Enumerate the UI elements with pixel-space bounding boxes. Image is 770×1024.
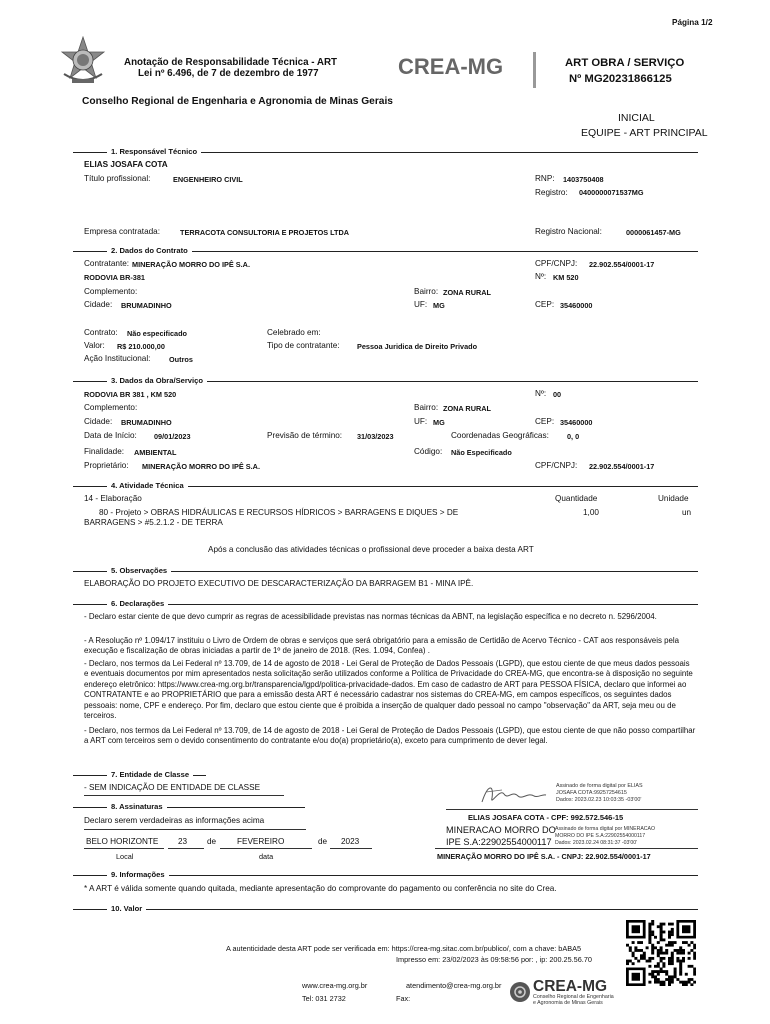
contrato-num-label: Nº: [535,272,547,281]
section-assinaturas: 8. Assinaturas [73,801,305,811]
titulo-label: Título profissional: [84,174,151,183]
activity-qty: 1,00 [583,508,599,517]
obra-uf-label: UF: [414,417,428,426]
titulo-value: ENGENHEIRO CIVIL [173,175,243,184]
obra-cidade-value: BRUMADINHO [121,418,172,427]
registro-nacional-label: Registro Nacional: [535,227,602,236]
contrato-bairro-value: ZONA RURAL [443,288,491,297]
acao-value: Outros [169,355,193,364]
assinatura-de2: de [318,837,328,846]
contrato-cidade-label: Cidade: [84,300,113,309]
assinatura-dia: 23 [178,837,188,846]
local-underline [84,848,164,849]
entidade-underline [84,795,284,796]
registro-value: 0400000071537MG [579,188,644,197]
contrato-cidade-value: BRUMADINHO [121,301,172,310]
entidade-text: - SEM INDICAÇÃO DE ENTIDADE DE CLASSE [84,783,261,792]
section-observacoes: 5. Observações [73,565,698,575]
obra-bairro-value: ZONA RURAL [443,404,491,413]
section-obra: 3. Dados da Obra/Serviço [73,375,698,385]
declaro-underline [84,829,306,830]
activity-item-line1: 80 - Projeto > OBRAS HIDRÁULICAS E RECURSOS HÍDRICOS > BARRAGENS E DIQUES > DE [99,508,459,517]
obra-bairro-label: Bairro: [414,403,439,412]
section-entidade: 7. Entidade de Classe [73,769,206,779]
coordenadas-value: 0, 0 [567,432,580,441]
declaracao-livro-ordem: - A Resolução nº 1.094/17 instituiu o Livro de Ordem de obras e serviços que será obrigatório para a emissão de Certidão de Acervo Técnico - CAT aos responsáveis pela execução e fiscalização de obras iniciadas a partir de 1º de janeiro de 2018. (Res. 1.094, Confea) . [84,636,680,656]
declaracao-acessibilidade: - Declaro estar ciente de que devo cumprir as regras de acessibilidade previstas nas normas técnicas da ABNT, na legislação específica e no decreto n. 5296/2004. [84,612,657,621]
previsao-label: Previsão de término: [267,431,343,440]
contratante-value: MINERAÇÃO MORRO DO IPÊ S.A. [132,260,250,269]
activity-note: Após a conclusão das atividades técnicas o profissional deve proceder a baixa desta ART [208,545,534,554]
activity-item-line2: BARRAGENS > #5.2.1.2 - DE TERRA [84,518,223,527]
contrato-cpf-label: CPF/CNPJ: [535,259,578,268]
contrato-cpf-value: 22.902.554/0001-17 [589,260,655,269]
section-contrato: 2. Dados do Contrato [73,245,698,255]
coordenadas-label: Coordenadas Geográficas: [451,431,549,440]
header-law: Lei nº 6.496, de 7 de dezembro de 1977 [138,68,319,79]
section-responsavel: 1. Responsável Técnico [73,146,698,156]
sig2-line [435,848,698,849]
status-equipe: EQUIPE - ART PRINCIPAL [581,127,708,139]
declaracao-lgpd: - Declaro, nos termos da Lei Federal nº 13.709, de 14 de agosto de 2018 - Lei Geral de Proteção de Dados Pessoais (LGPD), que estou ciente de que meus dados pessoais e eventuais documentos por mim apresentados nesta solicitação serão utilizados conforme a Política de Privacidade do CREA-MG, que encontra-se à disposição no seguinte endereço eletrônico: https://www.crea-mg.org.br/transparencia/lgpd/politica-privacidade-dados. Em caso de cadastro de ART para PESSOA FÍSICA, declaro que informei ao CONTRATANTE e ao PROPRIETÁRIO que para a emissão desta ART é necessário cadastrar nos sistemas do CREA-MG, em campos específicos, os seguintes dados pessoais: nome, CPF e endereço. Por fim, declaro que estou ciente que é proibida a inserção de qualquer dado pessoal no campo "observação" da ART, seja meu ou de terceiros. [84,659,693,721]
rnp-label: RNP: [535,174,555,183]
section-valor: 10. Valor [73,903,698,913]
mes-underline [220,848,312,849]
contrato-uf-label: UF: [414,300,428,309]
obra-endereco: RODOVIA BR 381 , KM 520 [84,390,177,399]
council-name: Conselho Regional de Engenharia e Agronomia de Minas Gerais [82,96,393,107]
contrato-bairro-label: Bairro: [414,287,439,296]
section-informacoes: 9. Informações [73,869,698,879]
footer-tel: Tel: 031 2732 [302,994,346,1003]
sig1-caption: ELIAS JOSAFA COTA - CPF: 992.572.546-15 [468,813,624,822]
codigo-value: Não Especificado [451,448,512,457]
qr-code-icon [626,920,696,986]
footer-fax: Fax: [396,994,411,1003]
contrato-complemento-label: Complemento: [84,287,138,296]
assinatura-ano: 2023 [341,837,360,846]
declaracao-compartilhamento: - Declaro, nos termos da Lei Federal nº 13.709, de 14 de agosto de 2018 - Lei Geral de Proteção de Dados Pessoais (LGPD), que estou ciente de que não posso compartilhar a ART com terceiros sem o devido consentimento do contratante e/ou do(a) proprietário(a), exceto para cumprimento de dever legal. [84,726,696,746]
obra-cpf-value: 22.902.554/0001-17 [589,462,655,471]
activity-unit: un [682,508,692,517]
ano-underline [330,848,372,849]
status-inicial: INICIAL [618,112,655,124]
proprietario-label: Proprietário: [84,461,129,470]
sig2-name: MINERACAO MORRO DO IPE S.A:22902554000117 [446,825,556,847]
activity-type: 14 - Elaboração [84,494,142,503]
valor-label: Valor: [84,341,105,350]
art-number: Nº MG20231866125 [569,73,672,85]
inicio-label: Data de Início: [84,431,137,440]
tipo-contratante-value: Pessoa Juridica de Direito Privado [357,342,478,351]
assinatura-local: BELO HORIZONTE [86,837,159,846]
acao-label: Ação Institucional: [84,354,151,363]
local-label: Local [116,852,134,861]
contrato-label: Contrato: [84,328,118,337]
empresa-label: Empresa contratada: [84,227,161,236]
footer-logo-sub: Conselho Regional de Engenharia e Agronomia de Minas Gerais [533,994,614,1006]
page-number: Página 1/2 [672,18,713,27]
observacoes-text: ELABORAÇÃO DO PROJETO EXECUTIVO DE DESCARACTERIZAÇÃO DA BARRAGEM B1 - MINA IPÊ. [84,579,474,588]
coat-of-arms-icon [58,36,108,86]
unidade-header: Unidade [658,494,689,503]
assinaturas-declaro: Declaro serem verdadeiras as informações acima [84,816,265,825]
obra-complemento-label: Complemento: [84,403,138,412]
contrato-num-value: KM 520 [553,273,579,282]
obra-cpf-label: CPF/CNPJ: [535,461,578,470]
section-declaracoes: 6. Declarações [73,598,698,608]
sig1-digital-stamp: Assinado de forma digital por ELIAS JOSAFA COTA:99257254615 Dados: 2023.02.23 10:03:35 -03'00' [556,783,643,803]
footer-email: atendimento@crea-mg.org.br [406,981,502,990]
contrato-endereco: RODOVIA BR-381 [84,273,145,282]
tipo-contratante-label: Tipo de contratante: [267,341,340,350]
footer-authenticity: A autenticidade desta ART pode ser verificada em: https://crea-mg.sitac.com.br/publico/, com a chave: bABA5 [226,944,582,953]
contrato-value: Não especificado [127,329,188,338]
finalidade-value: AMBIENTAL [134,448,177,457]
data-label: data [259,852,274,861]
obra-num-label: Nº: [535,389,547,398]
codigo-label: Código: [414,447,443,456]
quantidade-header: Quantidade [555,494,598,503]
contrato-uf-value: MG [433,301,445,310]
obra-num-value: 00 [553,390,562,399]
assinatura-de1: de [207,837,217,846]
signature-elias-icon [478,780,548,810]
footer-site: www.crea-mg.org.br [302,981,368,990]
header-divider [533,52,536,88]
celebrado-label: Celebrado em: [267,328,321,337]
registro-nacional-value: 0000061457-MG [626,228,681,237]
sig2-digital-stamp: Assinado de forma digital por MINERACAO MORRO DO IPE S.A:22902554000117 Dados: 2023.02.24 08:31:37 -03'00' [555,826,656,846]
obra-cep-value: 35460000 [560,418,593,427]
contratante-label: Contratante: [84,259,130,268]
contrato-cep-label: CEP: [535,300,555,309]
finalidade-label: Finalidade: [84,447,125,456]
inicio-value: 09/01/2023 [154,432,191,441]
valor-value: R$ 210.000,00 [117,342,165,351]
empresa-value: TERRACOTA CONSULTORIA E PROJETOS LTDA [180,228,350,237]
obra-uf-value: MG [433,418,445,427]
sig2-caption: MINERAÇÃO MORRO DO IPÊ S.A. - CNPJ: 22.902.554/0001-17 [437,852,651,861]
registro-label: Registro: [535,188,568,197]
obra-cidade-label: Cidade: [84,417,113,426]
art-type: ART OBRA / SERVIÇO [565,57,685,69]
proprietario-value: MINERAÇÃO MORRO DO IPÊ S.A. [142,462,260,471]
header-title: Anotação de Responsabilidade Técnica - ART [124,57,338,68]
informacoes-text: * A ART é válida somente quando quitada, mediante apresentação do comprovante do pagamento ou conferência no site do Crea. [84,884,557,893]
sig1-line [446,809,698,810]
crea-logo-icon [509,981,531,1003]
rnp-value: 1403750408 [563,175,604,184]
responsavel-name: ELIAS JOSAFA COTA [84,160,168,169]
footer-logo-brand: CREA-MG [533,978,608,995]
crea-brand: CREA-MG [398,54,504,79]
footer-printed: Impresso em: 23/02/2023 às 09:58:56 por: , ip: 200.25.56.70 [396,955,592,964]
assinatura-mes: FEVEREIRO [237,837,285,846]
previsao-value: 31/03/2023 [357,432,394,441]
section-atividade: 4. Atividade Técnica [73,480,698,490]
dia-underline [168,848,204,849]
obra-cep-label: CEP: [535,417,555,426]
contrato-cep-value: 35460000 [560,301,593,310]
